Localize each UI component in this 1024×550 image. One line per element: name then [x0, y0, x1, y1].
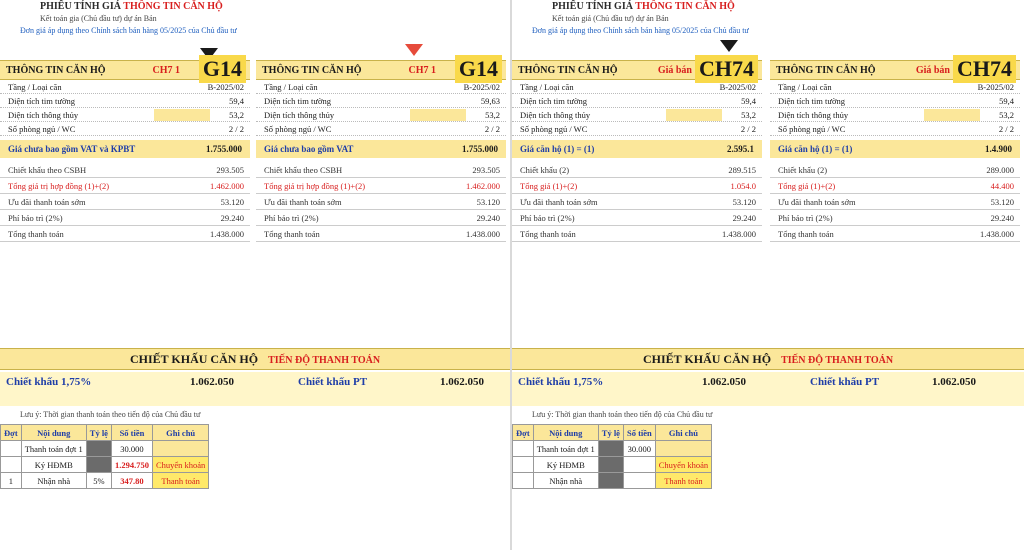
- table-header: Đợt: [1, 425, 22, 441]
- page-header: [0, 0, 510, 52]
- table-row: Thanh toán đợt 1 30.000: [1, 441, 209, 457]
- price-line: Tổng giá (1)+(2) 44.400: [770, 178, 1020, 194]
- info-line: Tầng / Loại căn B-2025/02: [0, 80, 250, 94]
- title-red-text: THÔNG TIN CĂN HỘ: [123, 1, 223, 12]
- price-line: Phí bảo trì (2%) 29.240: [256, 210, 506, 226]
- price-line: Tổng thanh toán 1.438.000: [770, 226, 1020, 242]
- page-title: PHIẾU TÍNH GIÁ THÔNG TIN CĂN HỘ: [552, 1, 735, 12]
- price-line: Chiết khấu (2) 289.000: [770, 162, 1020, 178]
- table-row: Thanh toán đợt 1 30.000: [513, 441, 712, 457]
- column-band: [256, 56, 506, 81]
- info-line: Diện tích tim tường 59,4: [770, 94, 1020, 108]
- price-line: Ưu đãi thanh toán sớm 53.120: [256, 194, 506, 210]
- section-heading: CHIẾT KHẤU CĂN HỘ TIẾN ĐỘ THANH TOÁN: [0, 348, 510, 370]
- info-line: Diện tích tim tường 59,63: [256, 94, 506, 108]
- price-line: Phí bảo trì (2%) 29.240: [770, 210, 1020, 226]
- section-heading: CHIẾT KHẤU CĂN HỘ TIẾN ĐỘ THANH TOÁN: [512, 348, 1024, 370]
- info-line: Diện tích tim tường 59,4: [0, 94, 250, 108]
- quote-column: [770, 56, 1020, 242]
- page-meta: Đơn giá áp dụng theo Chính sách bán hàng 05/2025 của Chủ đầu tư: [532, 26, 749, 35]
- discount-summary: Chiết khấu 1,75% 1.062.050 Chiết khấu PT 1.062.050: [512, 372, 1024, 406]
- title-text: PHIẾU TÍNH GIÁ: [40, 1, 121, 12]
- table-row: Nhận nhà Thanh toán: [513, 473, 712, 489]
- info-line: Diện tích tim tường 59,4: [512, 94, 762, 108]
- band-label: THÔNG TIN CĂN HỘ: [262, 65, 362, 76]
- column-band: THÔNG TIN CĂN HỘ Giá bán CH74: [512, 60, 762, 80]
- column-band: [0, 56, 250, 81]
- price-line: Ưu đãi thanh toán sớm 53.120: [512, 194, 762, 210]
- unit-code: G14: [455, 55, 502, 83]
- band-price: CH7 1: [408, 65, 436, 76]
- column-band: THÔNG TIN CĂN HỘ Giá bán CH74: [770, 60, 1020, 80]
- price-line: Tổng giá trị hợp đồng (1)+(2) 1.462.000: [0, 178, 250, 194]
- price-highlight: Giá căn hộ (1) = (1) 2.595.1: [512, 140, 762, 158]
- info-line: Tầng / Loại căn B-2025/02: [770, 80, 1020, 94]
- price-line: Tổng thanh toán 1.438.000: [512, 226, 762, 242]
- document-page-left: [0, 0, 510, 550]
- discount-summary: Chiết khấu 1,75% 1.062.050 Chiết khấu PT 1.062.050: [0, 372, 510, 406]
- unit-code: G14: [199, 55, 246, 83]
- note-text: Lưu ý: Thời gian thanh toán theo tiến độ của Chủ đầu tư: [20, 410, 201, 419]
- table-row: Ký HĐMB Chuyển khoản: [513, 457, 712, 473]
- price-line: Tổng thanh toán 1.438.000: [256, 226, 506, 242]
- price-line: Tổng thanh toán 1.438.000: [0, 226, 250, 242]
- arrow-down-icon: [405, 44, 423, 56]
- page-subtitle: Kết toán gia (Chủ đầu tư) dự án Bản: [40, 14, 157, 23]
- price-line: Chiết khấu theo CSBH 293.505: [256, 162, 506, 178]
- info-line: Diện tích thông thủy 53,2: [512, 108, 762, 122]
- info-line: Số phòng ngủ / WC 2 / 2: [256, 122, 506, 136]
- table-header: Số tiền: [111, 425, 152, 441]
- page-title: [40, 2, 223, 12]
- price-line: Chiết khấu (2) 289.515: [512, 162, 762, 178]
- info-line: Số phòng ngủ / WC 2 / 2: [512, 122, 762, 136]
- info-line: Diện tích thông thủy 53,2: [256, 108, 506, 122]
- table-header: Tỷ lệ: [86, 425, 111, 441]
- info-line: Diện tích thông thủy 53,2: [0, 108, 250, 122]
- arrow-down-icon: [720, 40, 738, 52]
- price-line: Phí bảo trì (2%) 29.240: [0, 210, 250, 226]
- info-line: Tầng / Loại căn B-2025/02: [512, 80, 762, 94]
- table-row: 1 Nhận nhà 5% 347.80 Thanh toán: [1, 473, 209, 489]
- price-line: Tổng giá (1)+(2) 1.054.0: [512, 178, 762, 194]
- price-line: Ưu đãi thanh toán sớm 53.120: [0, 194, 250, 210]
- price-line: Phí bảo trì (2%) 29.240: [512, 210, 762, 226]
- band-price: CH7 1: [152, 65, 180, 76]
- table-header: Nội dung: [21, 425, 86, 441]
- info-line: Diện tích thông thủy 53,2: [770, 108, 1020, 122]
- unit-code: CH74: [695, 55, 758, 83]
- page-header: [512, 0, 1024, 52]
- price-line: Tổng giá trị hợp đồng (1)+(2) 1.462.000: [256, 178, 506, 194]
- band-label: THÔNG TIN CĂN HỘ: [6, 65, 106, 76]
- payment-table: [0, 424, 209, 489]
- price-line: Chiết khấu theo CSBH 293.505: [0, 162, 250, 178]
- payment-table: Đợt Nội dung Tỷ lệ Số tiền Ghi chú Thanh toán đợt 1 30.000 Ký HĐMB Chuyển khoản Nhận nhà Thanh toán: [512, 424, 712, 489]
- quote-column: [0, 56, 250, 242]
- info-line: Số phòng ngủ / WC 2 / 2: [0, 122, 250, 136]
- quote-column: [512, 56, 762, 242]
- price-line: Ưu đãi thanh toán sớm 53.120: [770, 194, 1020, 210]
- table-row: Ký HĐMB 1.294.750 Chuyển khoản: [1, 457, 209, 473]
- info-line: Số phòng ngủ / WC 2 / 2: [770, 122, 1020, 136]
- note-text: Lưu ý: Thời gian thanh toán theo tiến độ của Chủ đầu tư: [532, 410, 713, 419]
- price-highlight: Giá chưa bao gồm VAT 1.755.000: [256, 140, 506, 158]
- info-line: Tầng / Loại căn B-2025/02: [256, 80, 506, 94]
- price-highlight: Giá căn hộ (1) = (1) 1.4.900: [770, 140, 1020, 158]
- price-highlight: Giá chưa bao gồm VAT và KPBT 1.755.000: [0, 140, 250, 158]
- unit-code: CH74: [953, 55, 1016, 83]
- quote-column: [256, 56, 506, 242]
- page-meta: Đơn giá áp dụng theo Chính sách bán hàng 05/2025 của Chủ đầu tư: [20, 26, 237, 35]
- table-header: Ghi chú: [152, 425, 208, 441]
- page-subtitle: Kết toán giá (Chủ đầu tư) dự án Bản: [552, 14, 669, 23]
- document-page-right: [512, 0, 1024, 550]
